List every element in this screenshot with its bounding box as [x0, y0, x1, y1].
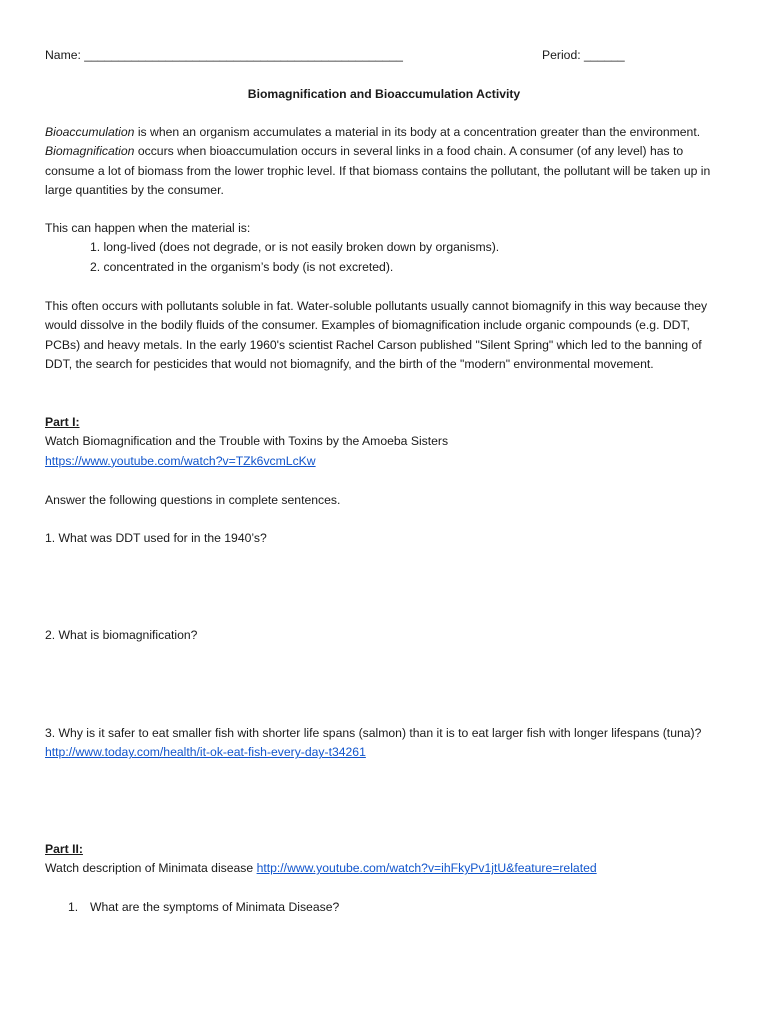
name-label: Name:	[45, 48, 85, 62]
part1-instructions: Answer the following questions in complete sentences.	[45, 493, 341, 507]
intro-text-2: occurs when bioaccumulation occurs in several links in a food chain. A consumer (of any level) has to consume a lot of biomass from the lower trophic level. If that biomass contains the pollutant, the pollutant will be taken up in large quantities by the consumer.	[45, 144, 711, 198]
conditions-section	[45, 219, 725, 277]
conditions-lead: This can happen when the material is:	[45, 221, 251, 235]
period-blank: ______	[584, 48, 625, 62]
question-3-text: 3. Why is it safer to eat smaller fish with shorter life spans (salmon) than it is to eat larger fish with longer lifespans (tuna)?	[45, 726, 702, 740]
term-bioaccumulation: Bioaccumulation	[45, 125, 135, 139]
term-biomagnification: Biomagnification	[45, 144, 135, 159]
question-3	[45, 724, 725, 763]
part1-watch-text: Watch Biomagnification and the Trouble with Toxins by the Amoeba Sisters	[45, 434, 449, 449]
part2-section	[45, 840, 725, 879]
intro-paragraph	[45, 123, 725, 201]
part2-heading: Part II:	[45, 842, 83, 856]
question-2: 2. What is biomagnification?	[45, 628, 198, 642]
condition-item	[45, 238, 725, 257]
worksheet-title: Biomagnification and Bioaccumulation Activity	[247, 87, 521, 101]
intro-text-1: is when an organism accumulates a material in its body at a concentration greater than the environment.	[134, 125, 701, 139]
part1-video-link[interactable]: https://www.youtube.com/watch?v=TZk6vcmLcKw	[45, 453, 316, 468]
question-3-link[interactable]: http://www.today.com/health/it-ok-eat-fish-every-day-t34261	[45, 745, 366, 760]
part2-question-1	[45, 898, 725, 917]
period-label: Period:	[542, 48, 585, 62]
condition-item	[45, 258, 725, 277]
part1-section	[45, 413, 725, 471]
name-blank: _______________________________________________	[84, 48, 403, 62]
condition-item-2: 2. concentrated in the organism’s body (is not excreted).	[90, 259, 394, 274]
part2-watch-text: Watch description of Minimata disease	[45, 861, 257, 876]
part2-q1-number: 1.	[68, 900, 79, 914]
pollutants-paragraph: This often occurs with pollutants soluble in fat. Water-soluble pollutants usually cannot biomagnify in this way because they would dissolve in the bodily fluids of the consumer. Examples of biomagnification include organic compounds (e.g. DDT, PCBs) and heavy metals. In the early 1960's scientist Rachel Carson published "Silent Spring" which led to the banning of DDT, the search for pesticides that would not biomagnify, and the birth of the "modern" environmental movement.	[45, 299, 708, 372]
part2-video-link[interactable]: http://www.youtube.com/watch?v=ihFkyPv1jtU&feature=related	[256, 861, 597, 876]
condition-item-1: 1. long-lived (does not degrade, or is not easily broken down by organisms).	[90, 240, 500, 255]
period-field	[542, 46, 625, 65]
part1-heading: Part I:	[45, 415, 80, 429]
part2-q1-text: What are the symptoms of Minimata Disease?	[90, 900, 340, 914]
question-1: 1. What was DDT used for in the 1940’s?	[45, 531, 267, 545]
name-field	[45, 46, 403, 65]
